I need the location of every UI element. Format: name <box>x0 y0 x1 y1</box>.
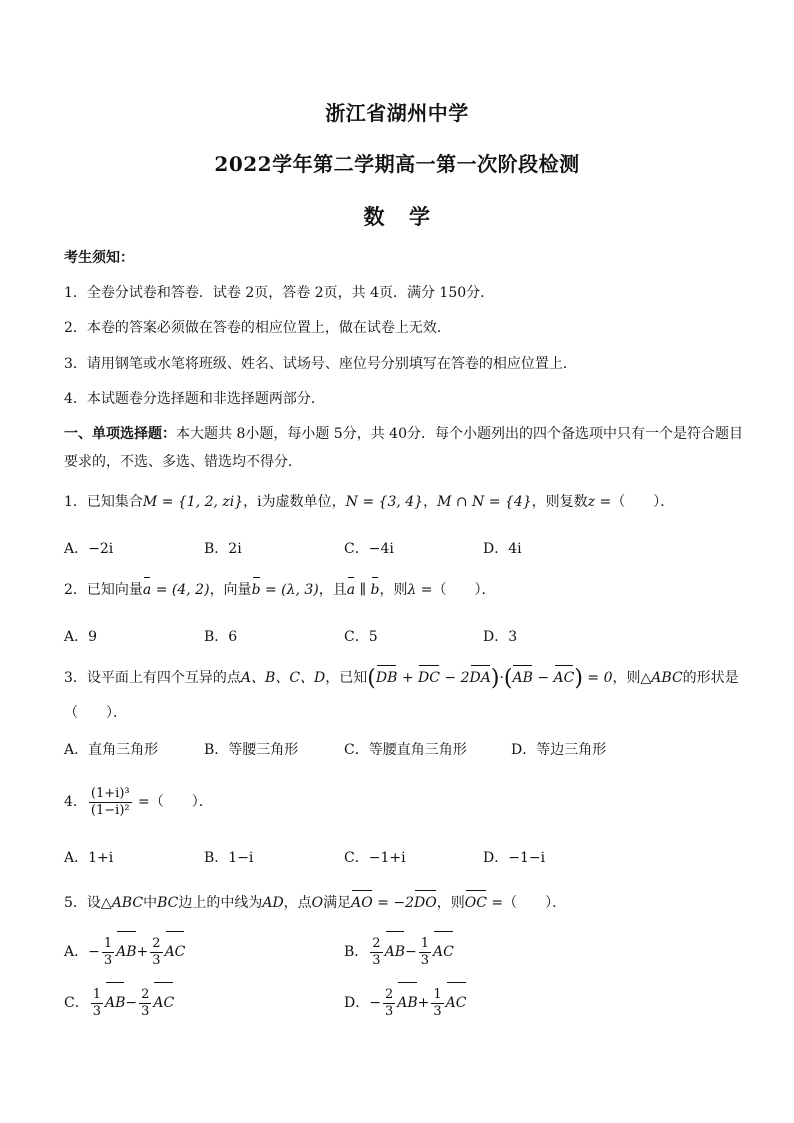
exam-title: 2022学年第二学期高一第一次阶段检测 <box>214 152 580 176</box>
q5-b-frac-1 <box>370 936 382 969</box>
notice-item-3: 3．请用钢笔或水笔将班级、姓名、试场号、座位号分别填写在答卷的相应位置上． <box>64 356 577 372</box>
q3-minus: − <box>532 670 554 686</box>
q2-var-lambda: λ <box>407 582 417 598</box>
q1-intersection: M ∩ N = {4} <box>437 494 532 510</box>
notice-item-2: 2．本卷的答案必须做在答卷的相应位置上，做在试卷上无效． <box>64 320 451 336</box>
q3-dot: · <box>499 670 504 686</box>
question-3-stem-cont: （ ）． <box>64 705 127 721</box>
q3-plus: + <box>397 670 419 686</box>
question-3-options <box>64 739 744 761</box>
q5-a-vector-ab: AB <box>116 934 136 970</box>
q4-option-d[interactable]: D．−1−i <box>483 850 546 866</box>
q2-text-5: =（ ）． <box>416 582 496 598</box>
q5-a-label: A． <box>64 944 89 960</box>
q4-option-b[interactable]: B．1−i <box>204 850 254 866</box>
q4-fraction <box>89 786 132 819</box>
q5-text-2: 中 <box>143 895 158 911</box>
q2-option-d[interactable]: D．3 <box>483 629 518 645</box>
q5-d-num-2: 1 <box>433 986 442 1002</box>
q5-b-den-1: 3 <box>372 952 381 968</box>
question-5-options-row-1 <box>64 934 744 974</box>
subject-char-1: 数 <box>363 204 385 229</box>
q5-option-c[interactable] <box>64 985 174 1021</box>
q5-d-label: D． <box>344 995 370 1011</box>
q2-vector-b: b <box>251 582 261 598</box>
q5-a-den-2: 3 <box>152 952 161 968</box>
q2-b-value: = (λ, 3) <box>260 582 319 598</box>
q5-c-sign-2: − <box>125 995 138 1011</box>
section-one-text: 本大题共 8小题，每小题 5分，共 40分．每个小题列出的四个备选项中只有一个是符合题目要求的，不选、多选、错选均不得分． <box>64 426 743 470</box>
q5-b-num-1: 2 <box>372 935 381 951</box>
q5-b-vector-ab: AB <box>385 934 405 970</box>
notice-item-1: 1．全卷分试卷和答卷．试卷 2页，答卷 2页，共 4页．满分 150分． <box>64 285 495 301</box>
q3-left-paren-2: ( <box>503 666 513 691</box>
q1-text-2: ，i为虚数单位， <box>243 494 346 510</box>
q5-a-frac-2 <box>150 936 162 969</box>
q5-triangle: ABC <box>111 895 144 911</box>
q3-vector-ab: AB <box>512 670 533 686</box>
question-1-options <box>64 538 744 560</box>
q5-d-vector-ac: AC <box>446 985 467 1021</box>
q5-c-frac-2 <box>139 987 151 1020</box>
q5-a-sign-1: − <box>88 944 100 960</box>
q5-d-vector-ab: AB <box>397 985 417 1021</box>
q2-text-2: ，向量 <box>209 582 252 598</box>
q5-d-frac-2 <box>431 987 443 1020</box>
q1-option-b[interactable]: B．2i <box>204 541 242 557</box>
q5-text-6: ，则 <box>436 895 465 911</box>
q1-set-m: M = {1, 2, zi} <box>142 494 244 510</box>
q5-a-den-1: 3 <box>103 952 113 968</box>
q5-a-vector-ac: AC <box>165 934 186 970</box>
q5-text-4: ，点 <box>283 895 312 911</box>
question-1-stem <box>64 492 744 512</box>
q5-median-ad: AD <box>262 895 284 911</box>
q5-vector-do: DO <box>414 895 437 911</box>
q3-text-4: 的形状是 <box>682 670 739 686</box>
q5-d-frac-1 <box>383 987 395 1020</box>
q3-left-paren: ( <box>367 666 376 691</box>
q5-c-den-1: 3 <box>92 1003 101 1019</box>
question-5-stem <box>64 893 744 913</box>
question-2-options <box>64 626 744 648</box>
q1-option-d[interactable]: D．4i <box>483 541 522 557</box>
section-one-instructions <box>64 420 744 476</box>
q5-text-1: 5．设△ <box>64 895 112 911</box>
q3-right-paren: ) <box>490 666 500 691</box>
q5-option-d[interactable] <box>344 985 467 1021</box>
q3-option-c[interactable]: C．等腰直角三角形 <box>344 742 467 758</box>
q4-numerator: (1+i)³ <box>90 785 130 801</box>
q3-option-a[interactable]: A．直角三角形 <box>64 742 159 758</box>
subject-title <box>0 201 794 231</box>
q2-option-a[interactable]: A．9 <box>64 629 98 645</box>
q5-c-vector-ab: AB <box>105 985 125 1021</box>
q4-text-2: =（ ）． <box>133 794 213 810</box>
q4-option-a[interactable]: A．1+i <box>64 850 114 866</box>
q5-b-label: B． <box>344 944 369 960</box>
q5-option-b[interactable] <box>344 934 454 970</box>
question-4-options <box>64 847 744 869</box>
q5-b-sign-2: − <box>404 944 417 960</box>
q5-text-7: =（ ）． <box>486 895 567 911</box>
q5-vector-ao: AO <box>351 895 373 911</box>
q1-set-n: N = {3, 4} <box>345 494 424 510</box>
q5-c-label: C． <box>64 995 89 1011</box>
question-3-stem <box>64 668 744 689</box>
q2-vector-a: a <box>142 582 152 598</box>
q1-option-a[interactable]: A．−2i <box>64 541 114 557</box>
q5-equals: = −2 <box>372 895 415 911</box>
q2-parallel: ∥ <box>355 582 371 598</box>
q2-option-b[interactable]: B．6 <box>204 629 238 645</box>
school-title: 浙江省湖州中学 <box>325 101 469 125</box>
q2-a-value: = (4, 2) <box>151 582 210 598</box>
q5-vector-oc: OC <box>464 895 487 911</box>
q5-d-den-1: 3 <box>384 1003 394 1019</box>
q3-vector-dc: DC <box>418 670 440 686</box>
q5-d-sign-2: + <box>417 995 430 1011</box>
q5-b-den-2: 3 <box>420 952 429 968</box>
q3-option-d[interactable]: D．等边三角形 <box>511 742 607 758</box>
q5-option-a[interactable] <box>64 934 185 970</box>
q5-a-num-1: 1 <box>103 935 113 951</box>
q3-text-3: ，则△ <box>612 670 652 686</box>
q3-text-2: ，已知 <box>325 670 368 686</box>
q5-c-frac-1 <box>91 987 103 1020</box>
subject-char-2: 学 <box>409 204 431 229</box>
question-2-stem <box>64 580 744 600</box>
q4-text-1: 4． <box>64 794 87 810</box>
notice-item-4: 4．本试题卷分选择题和非选择题两部分． <box>64 391 325 407</box>
q5-a-sign-2: + <box>136 944 149 960</box>
q1-text-4: ，则复数 <box>531 494 588 510</box>
notice-title: 考生须知： <box>64 250 134 266</box>
q5-text-3: 边上的中线为 <box>178 895 263 911</box>
q2-option-c[interactable]: C．5 <box>344 629 378 645</box>
q5-a-frac-1 <box>102 936 114 969</box>
q3-points: A、B、C、D <box>240 670 326 686</box>
q5-b-frac-2 <box>419 936 431 969</box>
q5-d-num-1: 2 <box>384 986 394 1002</box>
section-one-heading: 一、单项选择题： <box>64 426 176 442</box>
q3-minus-2: − 2 <box>439 670 470 686</box>
q5-d-sign-1: − <box>369 995 381 1011</box>
q5-text-5: 满足 <box>323 895 352 911</box>
q5-b-num-2: 1 <box>420 935 429 951</box>
question-4-stem <box>64 784 744 820</box>
q5-d-den-2: 3 <box>433 1003 442 1019</box>
q1-var-z: z <box>587 494 596 510</box>
q2-text-4: ，则 <box>379 582 408 598</box>
q2-text-1: 2．已知向量 <box>64 582 143 598</box>
q5-a-num-2: 2 <box>152 935 161 951</box>
q3-text-1: 3．设平面上有四个互异的点 <box>64 670 241 686</box>
q5-c-num-2: 2 <box>141 986 150 1002</box>
q5-side-bc: BC <box>157 895 179 911</box>
q1-text-1: 1．已知集合 <box>64 494 143 510</box>
q5-c-den-2: 3 <box>141 1003 150 1019</box>
question-5-options-row-2 <box>64 985 744 1025</box>
q1-text-3: ， <box>423 494 438 510</box>
q5-c-vector-ac: AC <box>153 985 174 1021</box>
q2-text-3: ，且 <box>318 582 347 598</box>
q3-vector-db: DB <box>375 670 398 686</box>
q3-vector-ac: AC <box>553 670 575 686</box>
q3-triangle: ABC <box>651 670 683 686</box>
q4-denominator: (1−i)² <box>90 802 130 818</box>
q5-c-num-1: 1 <box>92 986 101 1002</box>
q1-option-c[interactable]: C．−4i <box>344 541 394 557</box>
q3-option-b[interactable]: B．等腰三角形 <box>204 742 299 758</box>
q3-right-paren-2: ) <box>574 666 583 691</box>
q2-vector-a-2: a <box>346 582 356 598</box>
q1-text-5: =（ ）． <box>595 494 675 510</box>
q2-vector-b-2: b <box>370 582 380 598</box>
q4-option-c[interactable]: C．−1+i <box>344 850 406 866</box>
q3-vector-da: DA <box>469 670 491 686</box>
q3-equals-zero: = 0 <box>582 670 613 686</box>
q5-b-vector-ac: AC <box>433 934 454 970</box>
q5-point-o: O <box>311 895 324 911</box>
